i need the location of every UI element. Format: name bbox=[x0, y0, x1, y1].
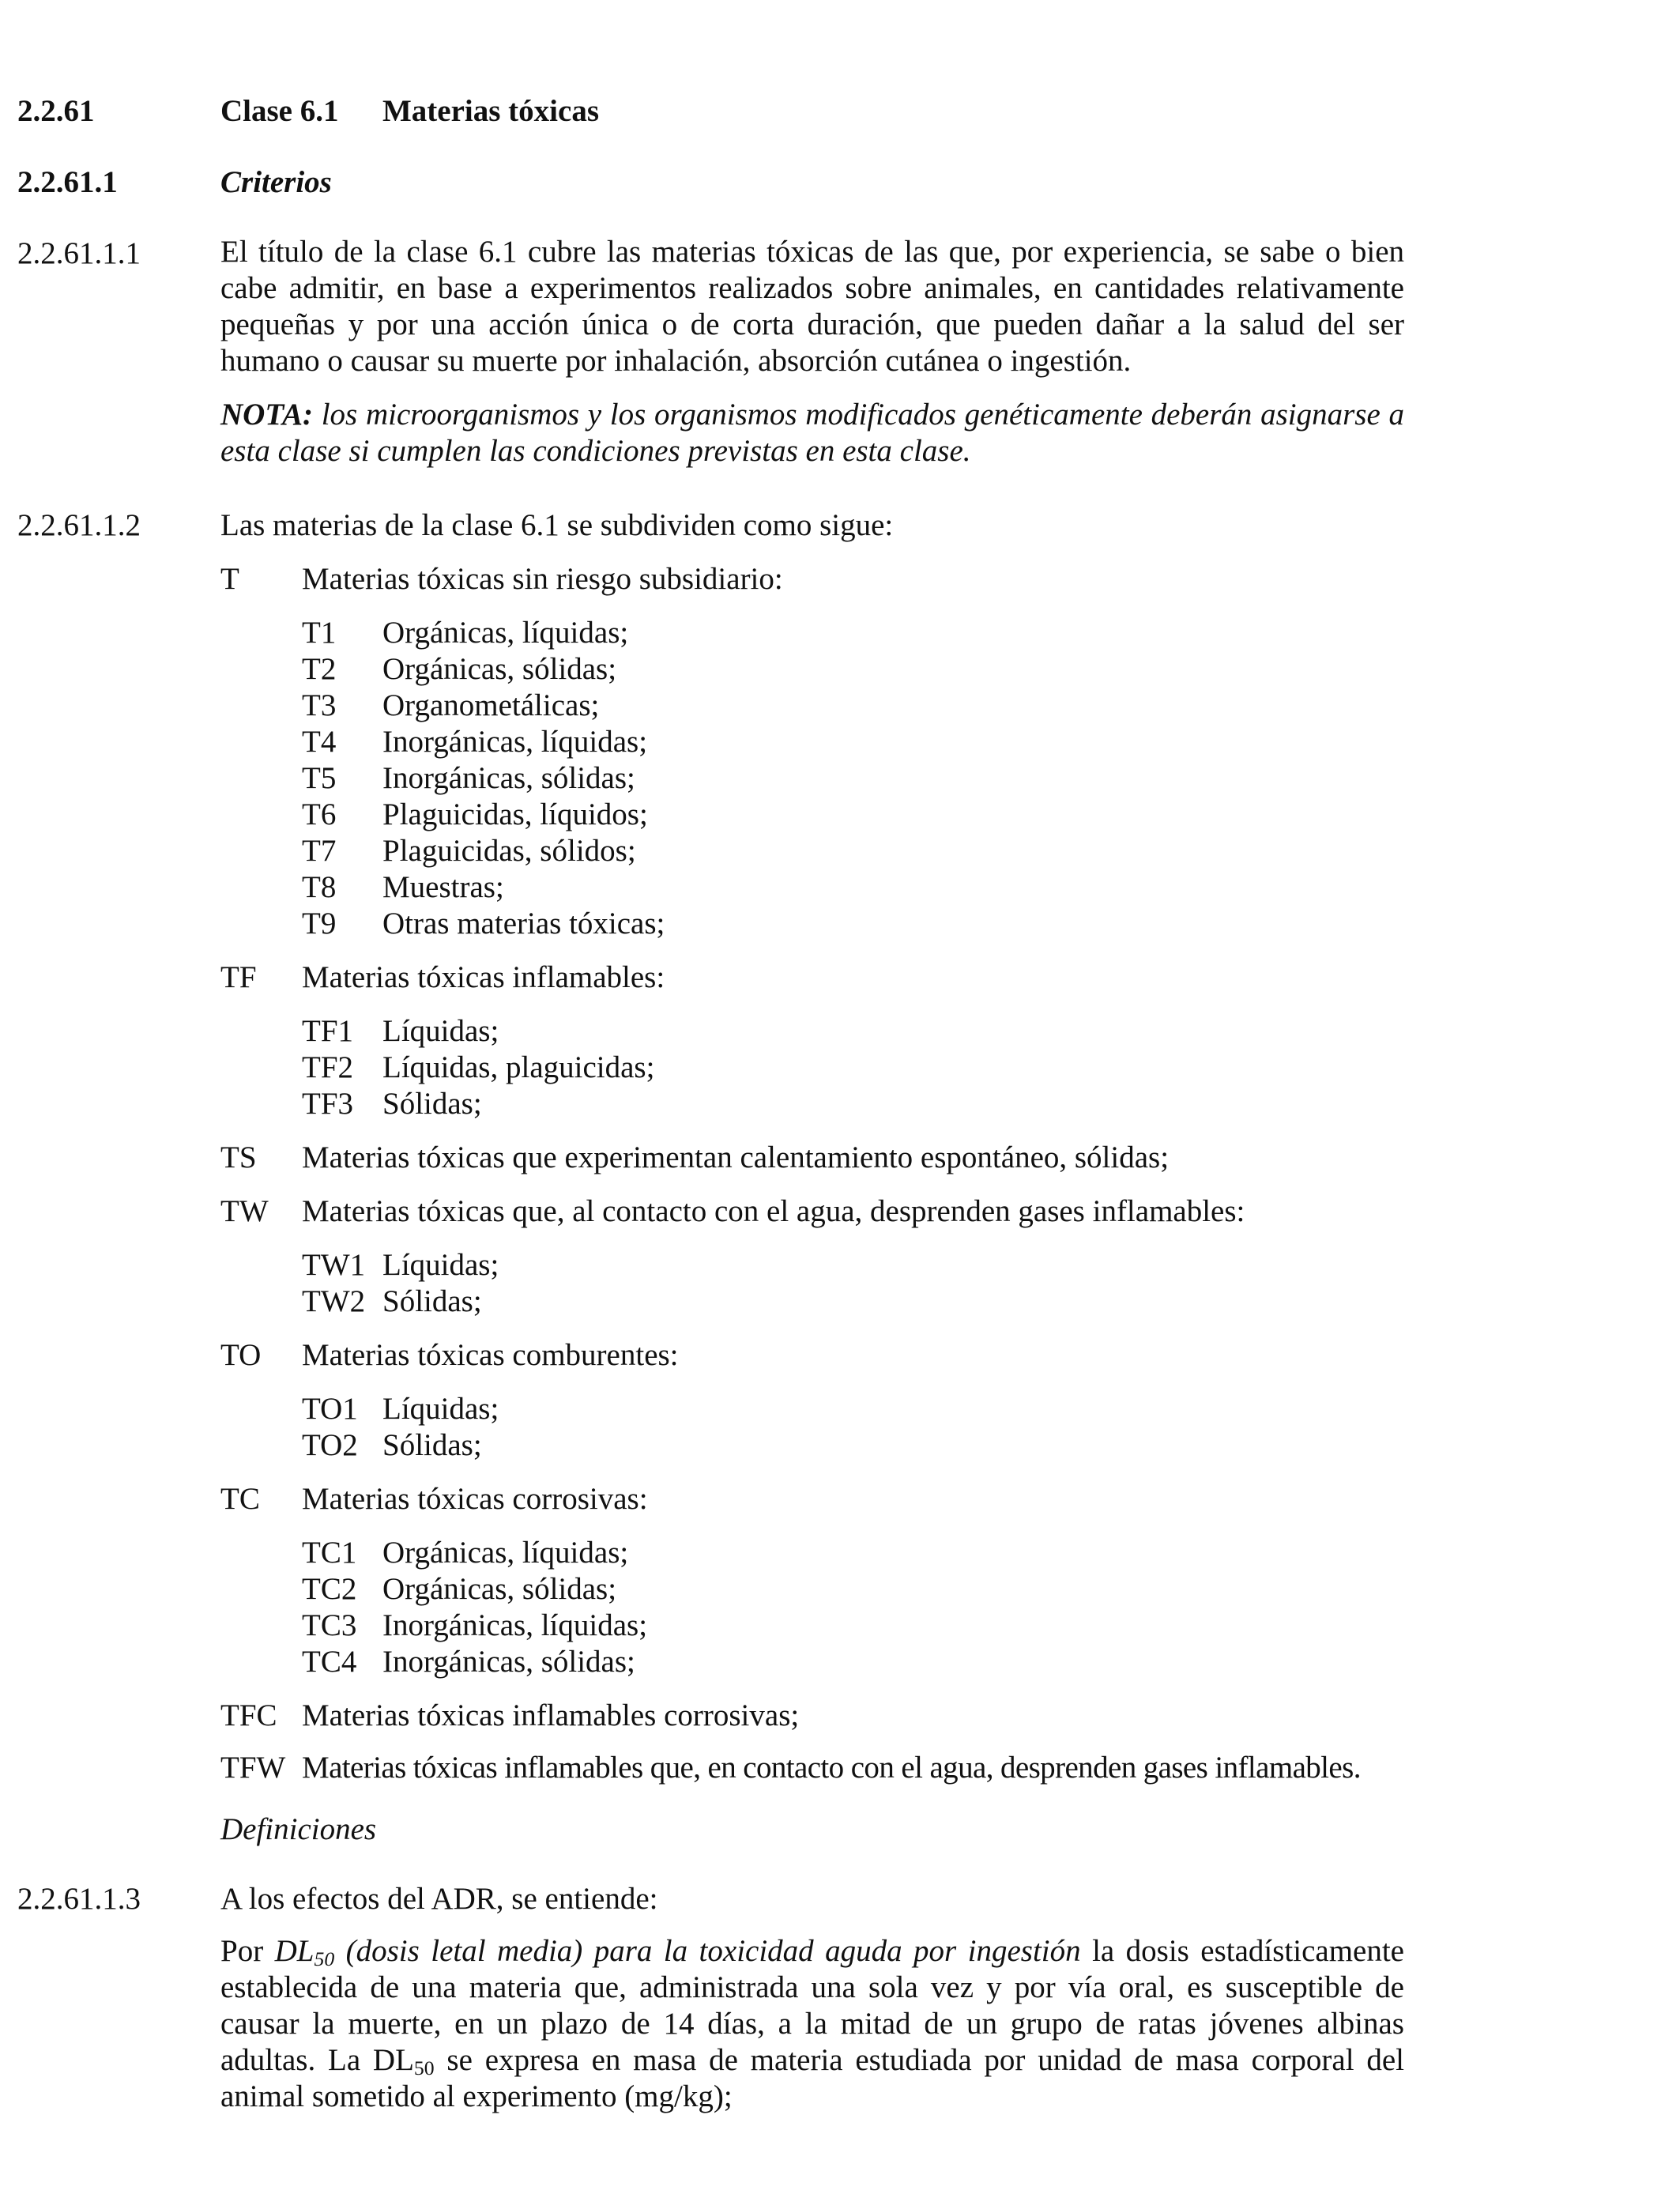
item-code: TF3 bbox=[302, 1087, 354, 1121]
item-code: TF2 bbox=[302, 1050, 354, 1084]
item-label: Plaguicidas, líquidos; bbox=[382, 797, 648, 831]
group-code: TO bbox=[220, 1338, 262, 1372]
item-label: Inorgánicas, líquidas; bbox=[382, 1608, 648, 1642]
item-code: TO2 bbox=[302, 1428, 358, 1462]
item-label: Sólidas; bbox=[382, 1284, 482, 1318]
definitions-heading: Definiciones bbox=[220, 1812, 377, 1846]
item-code: T8 bbox=[302, 870, 337, 904]
group-code: TF bbox=[220, 960, 257, 994]
group-code: TFC bbox=[220, 1698, 277, 1732]
item-label: Líquidas; bbox=[382, 1014, 499, 1048]
group-code: TW bbox=[220, 1194, 269, 1228]
item-label: Muestras; bbox=[382, 870, 504, 904]
item-label: Líquidas, plaguicidas; bbox=[382, 1050, 655, 1084]
item-code: TC1 bbox=[302, 1536, 357, 1570]
item-label: Orgánicas, sólidas; bbox=[382, 1572, 617, 1606]
group-label: Materias tóxicas que, al contacto con el agua, desprenden gases inflamables: bbox=[302, 1194, 1245, 1228]
section-number: 2.2.61 bbox=[17, 94, 95, 128]
item-label: Otras materias tóxicas; bbox=[382, 907, 665, 941]
definition-text: se expresa en masa de materia estudiada por unidad de masa corporal del animal sometido al experimento (mg/kg); bbox=[220, 2043, 1404, 2113]
item-code: TO1 bbox=[302, 1392, 358, 1426]
item-label: Inorgánicas, líquidas; bbox=[382, 725, 648, 759]
definition-term: $DL_{50}$ (dosis letal media) para la toxicidad aguda por ingestión bbox=[274, 1934, 1081, 1970]
item-code: TW1 bbox=[302, 1248, 366, 1282]
item-code: TF1 bbox=[302, 1014, 354, 1048]
paragraph-text: El título de la clase 6.1 cubre las materias tóxicas de las que, por experiencia, se sabe o bien cabe admitir, en base a experimentos realizados sobre animales, en cantidades relativamente pequeñas y por una acción única o de corta duración, que pueden dañar a la salud del ser humano o causar su muerte por inhalación, absorción cutánea o ingestión. bbox=[220, 235, 1404, 378]
item-code: TC2 bbox=[302, 1572, 357, 1606]
group-label: Materias tóxicas inflamables corrosivas; bbox=[302, 1698, 800, 1732]
group-label: Materias tóxicas inflamables que, en contacto con el agua, desprenden gases inflamables. bbox=[302, 1751, 1361, 1785]
group-code: TFW bbox=[220, 1751, 286, 1785]
class-label: Clase 6.1 bbox=[220, 94, 339, 128]
note-text: los microorganismos y los organismos modificados genéticamente deberán asignarse a esta clase si cumplen las condiciones previstas en esta clase. bbox=[220, 398, 1405, 468]
section-title: Materias tóxicas bbox=[382, 94, 599, 128]
item-label: Orgánicas, líquidas; bbox=[382, 616, 629, 650]
item-label: Sólidas; bbox=[382, 1087, 482, 1121]
group-code: T bbox=[220, 562, 239, 596]
group-label: Materias tóxicas sin riesgo subsidiario: bbox=[302, 562, 783, 596]
paragraph-intro: A los efectos del ADR, se entiende: bbox=[220, 1882, 658, 1916]
item-code: T9 bbox=[302, 907, 337, 941]
item-label: Plaguicidas, sólidos; bbox=[382, 834, 636, 868]
note bbox=[220, 397, 1404, 469]
subsection-number: 2.2.61.1 bbox=[17, 165, 118, 199]
item-label: Líquidas; bbox=[382, 1248, 499, 1282]
definition-prefix: Por bbox=[220, 1934, 275, 1968]
item-label: Orgánicas, líquidas; bbox=[382, 1536, 629, 1570]
item-code: T7 bbox=[302, 834, 337, 868]
item-code: T4 bbox=[302, 725, 337, 759]
item-code: T3 bbox=[302, 688, 337, 722]
paragraph-number: 2.2.61.1.2 bbox=[17, 508, 141, 542]
item-label: Organometálicas; bbox=[382, 688, 600, 722]
item-code: TC4 bbox=[302, 1645, 357, 1679]
group-label: Materias tóxicas inflamables: bbox=[302, 960, 665, 994]
group-label: Materias tóxicas comburentes: bbox=[302, 1338, 679, 1372]
item-code: TC3 bbox=[302, 1608, 357, 1642]
group-code: TS bbox=[220, 1140, 257, 1174]
item-label: Inorgánicas, sólidas; bbox=[382, 1645, 635, 1679]
item-label: Líquidas; bbox=[382, 1392, 499, 1426]
item-label: Sólidas; bbox=[382, 1428, 482, 1462]
definition-paragraph: Por $DL_{50}$ (dosis letal media) para la toxicidad aguda por ingestión la dosis estadísticamente establecida de una materia que, administrada una sola vez y por vía oral, es susceptible de causar la muerte, en un plazo de 14 días, a la mitad de un grupo de ratas jóvenes albinas adultas. La $DL_{50}$ se expresa en masa de materia estudiada por unidad de masa corporal del animal sometido al experimento (mg/kg); bbox=[220, 1934, 1404, 2113]
group-label: Materias tóxicas corrosivas: bbox=[302, 1482, 648, 1516]
note-label: NOTA: bbox=[220, 398, 313, 432]
item-code: T5 bbox=[302, 761, 337, 795]
definition-text: la dosis estadísticamente establecida de una materia que, administrada una sola vez y por vía oral, es susceptible de causar la muerte, en un plazo de 14 días, a la mitad de un grupo de ratas jóvenes albinas adultas. La bbox=[220, 1934, 1404, 2077]
group-code: TC bbox=[220, 1482, 260, 1516]
group-label: Materias tóxicas que experimentan calentamiento espontáneo, sólidas; bbox=[302, 1140, 1170, 1174]
item-code: TW2 bbox=[302, 1284, 366, 1318]
paragraph-number: 2.2.61.1.1 bbox=[17, 236, 141, 270]
item-code: T2 bbox=[302, 652, 337, 686]
item-code: T6 bbox=[302, 797, 337, 831]
subsection-title: Criterios bbox=[220, 165, 332, 199]
item-label: Orgánicas, sólidas; bbox=[382, 652, 617, 686]
paragraph-number: 2.2.61.1.3 bbox=[17, 1882, 141, 1916]
item-label: Inorgánicas, sólidas; bbox=[382, 761, 635, 795]
item-code: T1 bbox=[302, 616, 337, 650]
paragraph-intro: Las materias de la clase 6.1 se subdividen como sigue: bbox=[220, 508, 894, 542]
